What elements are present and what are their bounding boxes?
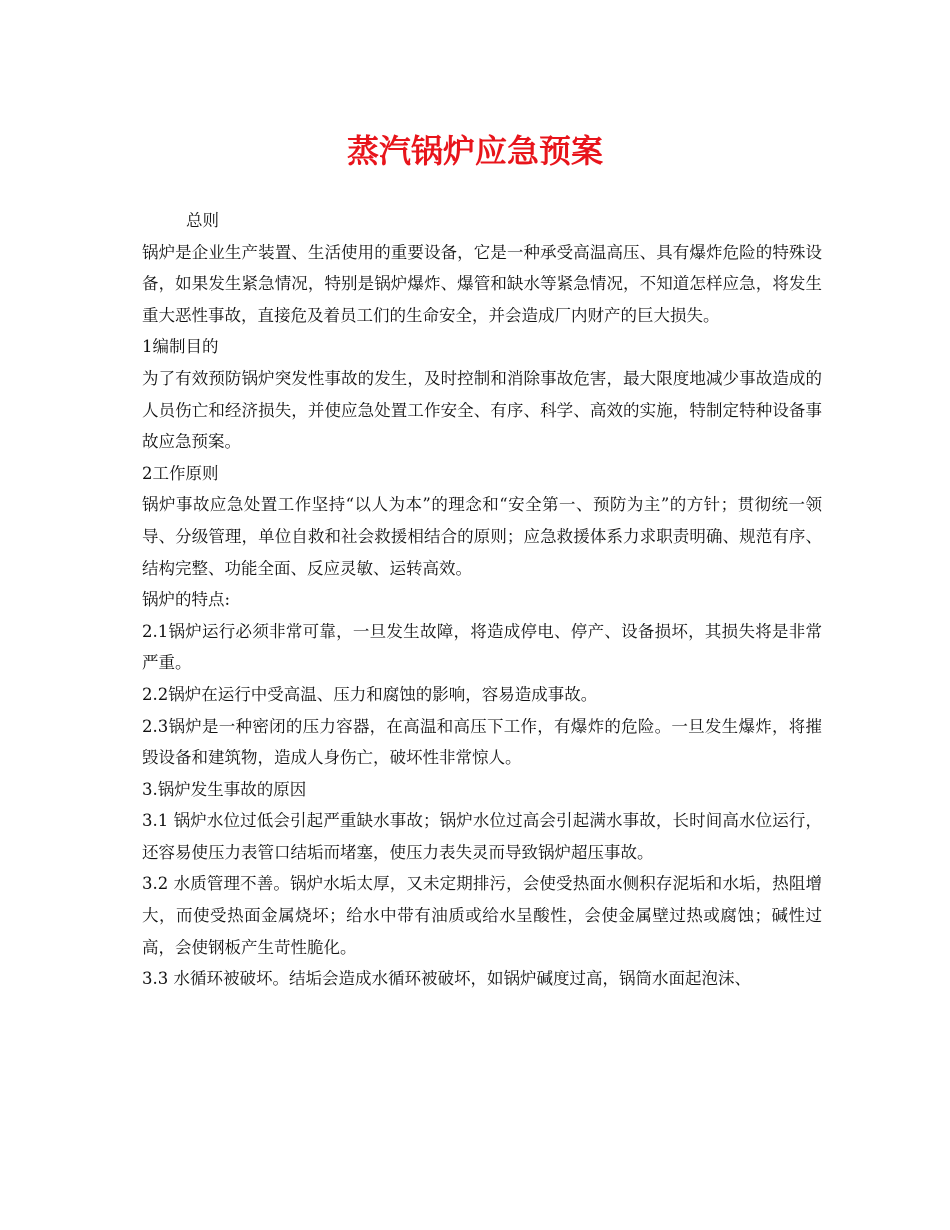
section-heading-features: 锅炉的特点:: [142, 590, 231, 610]
section-heading-purpose: 1编制目的: [142, 337, 219, 357]
section-heading-causes: 3.锅炉发生事故的原因: [142, 779, 307, 799]
paragraph-principles: 锅炉事故应急处置工作坚持“以人为本”的理念和“安全第一、预防为主”的方针；贯彻统一领导、分级管理，单位自救和社会救援相结合的原则；应急救援体系力求职责明确、规范有序、结构完整、功能全面、反应灵敏、运转高效。: [142, 495, 822, 578]
paragraph-purpose: 为了有效预防锅炉突发性事故的发生，及时控制和消除事故危害，最大限度地减少事故造成的人员伤亡和经济损失，并使应急处置工作安全、有序、科学、高效的实施，特制定特种设备事故应急预案。: [142, 368, 822, 452]
paragraph-feature-2-1: 2.1锅炉运行必须非常可靠，一旦发生故障，将造成停电、停产、设备损坏，其损失将是非常严重。: [142, 621, 822, 673]
section-heading-general: 总则: [186, 211, 219, 230]
document-title: 蒸汽锅炉应急预案: [346, 132, 603, 170]
paragraph-cause-3-3: 3.3 水循环被破坏。结垢会造成水循环被破坏，如锅炉碱度过高，锅筒水面起泡沫、: [142, 969, 751, 989]
paragraph-cause-3-2: 3.2 水质管理不善。锅炉水垢太厚，又未定期排污，会使受热面水侧积存泥垢和水垢，热阻增大，而使受热面金属烧坏；给水中带有油质或给水呈酸性，会使金属壁过热或腐蚀；碱性过高，会使钢板产生苛性脆化。: [142, 874, 822, 957]
paragraph-intro: 锅炉是企业生产装置、生活使用的重要设备，它是一种承受高温高压、具有爆炸危险的特殊设备，如果发生紧急情况，特别是锅炉爆炸、爆管和缺水等紧急情况，不知道怎样应急，将发生重大恶性事故，直接危及着员工们的生命安全，并会造成厂内财产的巨大损失。: [142, 242, 822, 325]
document-body: [142, 205, 822, 995]
paragraph-cause-3-1: 3.1 锅炉水位过低会引起严重缺水事故；锅炉水位过高会引起满水事故，长时间高水位运行，还容易使压力表管口结垢而堵塞，使压力表失灵而导致锅炉超压事故。: [142, 811, 822, 862]
paragraph-feature-2-3: 2.3锅炉是一种密闭的压力容器，在高温和高压下工作，有爆炸的危险。一旦发生爆炸，将摧毁设备和建筑物，造成人身伤亡，破坏性非常惊人。: [142, 716, 822, 768]
section-heading-principles: 2工作原则: [142, 463, 219, 483]
paragraph-feature-2-2: 2.2锅炉在运行中受高温、压力和腐蚀的影响，容易造成事故。: [142, 684, 598, 704]
